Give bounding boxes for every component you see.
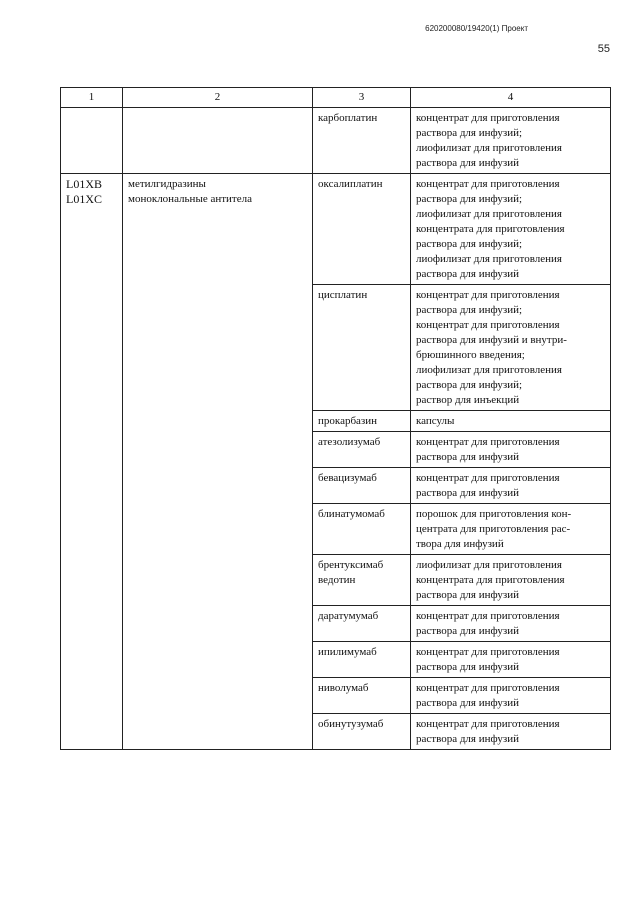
dosage-form-line: раствора для инфузий xyxy=(416,625,519,637)
dosage-form-line: концентрат для приготовления xyxy=(416,436,560,448)
drug-name: бевацизумаб xyxy=(318,472,377,484)
dosage-form-line: капсулы xyxy=(416,415,455,427)
column-header: 4 xyxy=(411,88,611,108)
dosage-form-line: раствора для инфузий; xyxy=(416,379,523,391)
atc-code-cell xyxy=(61,174,123,750)
column-header: 1 xyxy=(61,88,123,108)
document-code: 620200080/19420(1) Проект xyxy=(425,24,528,33)
drug-table xyxy=(60,87,611,750)
table-header-row xyxy=(61,88,611,108)
dosage-form-line: раствора для инфузий xyxy=(416,697,519,709)
drug-name: ведотин xyxy=(318,574,356,586)
dosage-form-line: брюшинного введения; xyxy=(416,349,525,361)
group-name: моноклональные антитела xyxy=(128,193,252,205)
drug-name-cell xyxy=(313,285,411,411)
dosage-form-cell xyxy=(411,504,611,555)
drug-name: обинутузумаб xyxy=(318,718,384,730)
dosage-form-line: раствора для инфузий xyxy=(416,451,519,463)
dosage-form-line: концентрат для приготовления xyxy=(416,178,560,190)
dosage-form-line: концентрата для приготовления xyxy=(416,223,565,235)
dosage-form-line: раствора для инфузий и внутри- xyxy=(416,334,567,346)
table-row xyxy=(61,174,611,285)
drug-name: прокарбазин xyxy=(318,415,378,427)
drug-name-cell xyxy=(313,555,411,606)
dosage-form-line: концентрат для приготовления xyxy=(416,718,560,730)
dosage-form-line: раствора для инфузий xyxy=(416,268,519,280)
drug-name-cell xyxy=(313,468,411,504)
dosage-form-line: раствора для инфузий; xyxy=(416,193,523,205)
dosage-form-line: раствор для инъекций xyxy=(416,394,520,406)
dosage-form-cell xyxy=(411,678,611,714)
drug-name: брентуксимаб xyxy=(318,559,384,571)
dosage-form-line: концентрата для приготовления xyxy=(416,574,565,586)
group-name-cell xyxy=(123,174,313,750)
dosage-form-cell xyxy=(411,468,611,504)
dosage-form-line: твора для инфузий xyxy=(416,538,504,550)
drug-name-cell xyxy=(313,174,411,285)
drug-name: ниволумаб xyxy=(318,682,369,694)
dosage-form-line: концентрат для приготовления xyxy=(416,289,560,301)
drug-name: даратумумаб xyxy=(318,610,379,622)
dosage-form-line: концентрат для приготовления xyxy=(416,610,560,622)
dosage-form-cell xyxy=(411,108,611,174)
drug-name-cell xyxy=(313,714,411,750)
drug-name-cell xyxy=(313,504,411,555)
drug-name: блинатумомаб xyxy=(318,508,385,520)
drug-name-cell xyxy=(313,108,411,174)
dosage-form-line: концентрат для приготовления xyxy=(416,472,560,484)
dosage-form-cell xyxy=(411,432,611,468)
drug-name-cell xyxy=(313,642,411,678)
dosage-form-line: раствора для инфузий; xyxy=(416,238,523,250)
group-name: метилгидразины xyxy=(128,178,206,190)
column-header: 2 xyxy=(123,88,313,108)
atc-code: L01XC xyxy=(66,192,102,206)
drug-name-cell xyxy=(313,411,411,432)
dosage-form-line: раствора для инфузий; xyxy=(416,304,523,316)
drug-name: карбоплатин xyxy=(318,112,378,124)
dosage-form-line: раствора для инфузий xyxy=(416,589,519,601)
table-row xyxy=(61,108,611,174)
atc-code-cell xyxy=(61,108,123,174)
dosage-form-line: концентрат для приготовления xyxy=(416,646,560,658)
drug-name-cell xyxy=(313,678,411,714)
drug-name: цисплатин xyxy=(318,289,368,301)
dosage-form-line: раствора для инфузий xyxy=(416,487,519,499)
dosage-form-line: лиофилизат для приготовления xyxy=(416,142,562,154)
drug-name-cell xyxy=(313,606,411,642)
dosage-form-cell xyxy=(411,606,611,642)
dosage-form-line: лиофилизат для приготовления xyxy=(416,208,562,220)
dosage-form-line: раствора для инфузий xyxy=(416,157,519,169)
drug-name: атезолизумаб xyxy=(318,436,381,448)
dosage-form-line: лиофилизат для приготовления xyxy=(416,253,562,265)
dosage-form-line: раствора для инфузий xyxy=(416,661,519,673)
dosage-form-line: раствора для инфузий; xyxy=(416,127,523,139)
dosage-form-cell xyxy=(411,555,611,606)
drug-name: ипилимумаб xyxy=(318,646,377,658)
dosage-form-line: лиофилизат для приготовления xyxy=(416,364,562,376)
dosage-form-cell xyxy=(411,714,611,750)
dosage-form-line: концентрат для приготовления xyxy=(416,682,560,694)
drug-name: оксалиплатин xyxy=(318,178,383,190)
dosage-form-line: порошок для приготовления кон- xyxy=(416,508,572,520)
column-header: 3 xyxy=(313,88,411,108)
dosage-form-cell xyxy=(411,285,611,411)
dosage-form-line: концентрат для приготовления xyxy=(416,112,560,124)
dosage-form-cell xyxy=(411,411,611,432)
page-number: 55 xyxy=(597,43,610,55)
group-name-cell xyxy=(123,108,313,174)
table-body xyxy=(61,108,611,750)
dosage-form-cell xyxy=(411,642,611,678)
dosage-form-line: центрата для приготовления рас- xyxy=(416,523,571,535)
dosage-form-line: раствора для инфузий xyxy=(416,733,519,745)
atc-code: L01XB xyxy=(66,177,102,191)
dosage-form-line: лиофилизат для приготовления xyxy=(416,559,562,571)
dosage-form-line: концентрат для приготовления xyxy=(416,319,560,331)
dosage-form-cell xyxy=(411,174,611,285)
drug-name-cell xyxy=(313,432,411,468)
